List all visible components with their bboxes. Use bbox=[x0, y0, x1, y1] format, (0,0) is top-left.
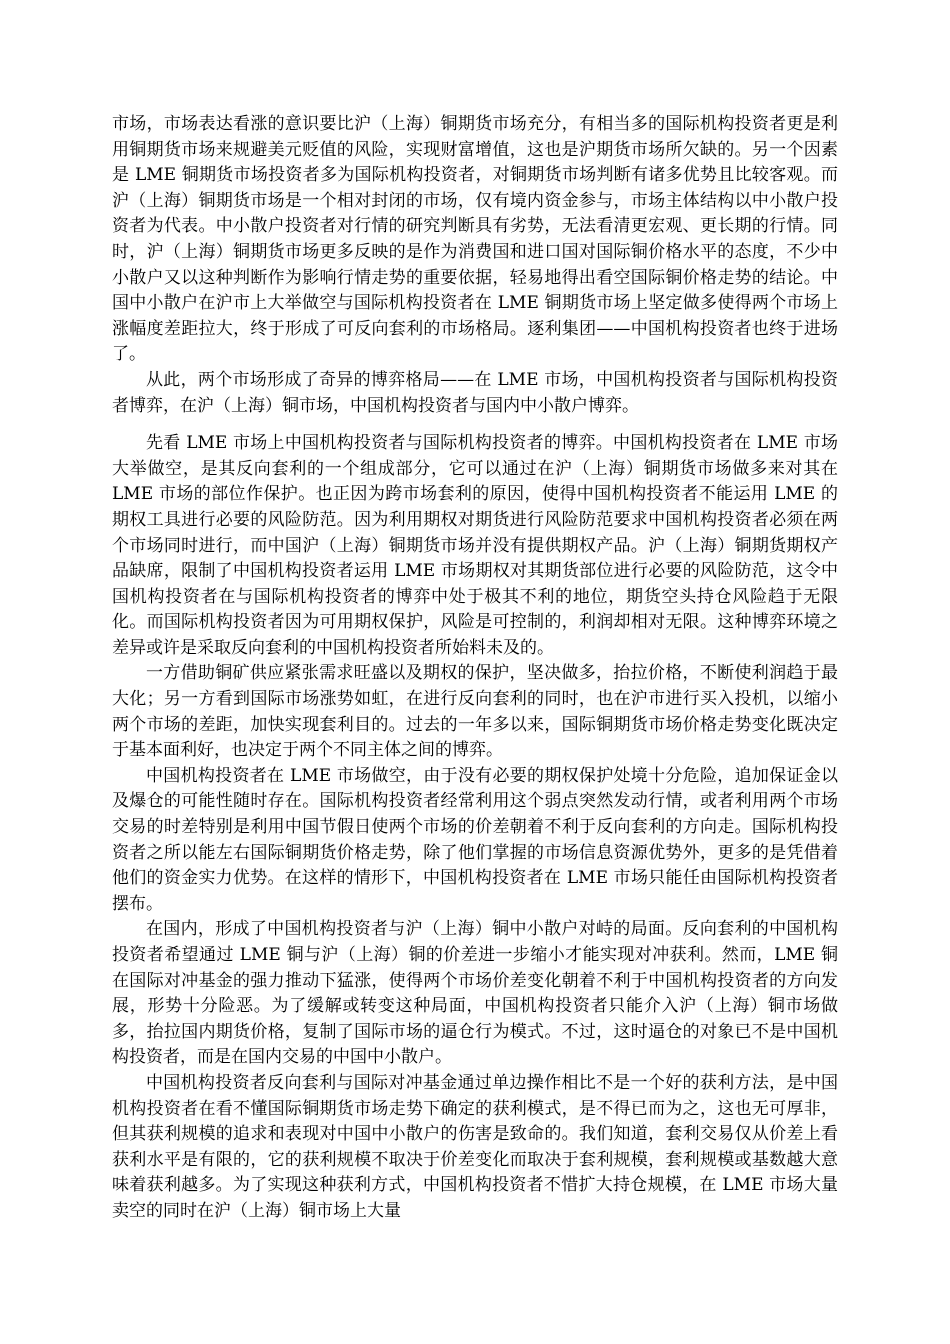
paragraph-5: 中国机构投资者在 LME 市场做空，由于没有必要的期权保护处境十分危险，追加保证金以及爆仓的可能性随时存在。国际机构投资者经常利用这个弱点突然发动行情，或者利用两个市场交易的时差特别是利用中国节假日使两个市场的价差朝着不利于反向套利的方向走。国际机构投资者之所以能左右国际铜期货价格走势，除了他们掌握的市场信息资源优势外，更多的是凭借着他们的资金实力优势。在这样的情形下，中国机构投资者在 LME 市场只能任由国际机构投资者摆布。 bbox=[112, 765, 838, 914]
paragraph-4: 一方借助铜矿供应紧张需求旺盛以及期权的保护，坚决做多，抬拉价格，不断使利润趋于最大化；另一方看到国际市场涨势如虹，在进行反向套利的同时，也在沪市进行买入投机，以缩小两个市场的差距，加快实现套利目的。过去的一年多以来，国际铜期货市场价格走势变化既决定于基本面利好，也决定于两个不同主体之间的博弈。 bbox=[112, 663, 838, 761]
paragraph-6: 在国内，形成了中国机构投资者与沪（上海）铜中小散户对峙的局面。反向套利的中国机构投资者希望通过 LME 铜与沪（上海）铜的价差进一步缩小才能实现对冲获利。然而，LME 铜在国际对冲基金的强力推动下猛涨，使得两个市场价差变化朝着不利于中国机构投资者的方向发展，形势十分险恶。为了缓解或转变这种局面，中国机构投资者只能介入沪（上海）铜市场做多，抬拉国内期货价格，复制了国际市场的逼仓行为模式。不过，这时逼仓的对象已不是中国机构投资者，而是在国内交易的中国中小散户。 bbox=[112, 919, 838, 1068]
paragraph-7: 中国机构投资者反向套利与国际对冲基金通过单边操作相比不是一个好的获利方法，是中国机构投资者在看不懂国际铜期货市场走势下确定的获利模式，是不得已而为之，这也无可厚非，但其获利规模的追求和表现对中国中小散户的伤害是致命的。我们知道，套利交易仅从价差上看获利水平是有限的，它的获利规模不取决于价差变化而取决于套利规模，套利规模或基数越大意味着获利越多。为了实现这种获利方式，中国机构投资者不惜扩大持仓规模，在 LME 市场大量卖空的同时在沪（上海）铜市场上大量 bbox=[112, 1072, 838, 1221]
document-page bbox=[112, 112, 838, 1225]
paragraph-gap bbox=[112, 419, 838, 431]
paragraph-3: 先看 LME 市场上中国机构投资者与国际机构投资者的博弈。中国机构投资者在 LME 市场大举做空，是其反向套利的一个组成部分，它可以通过在沪（上海）铜期货市场做多来对其在 LME 市场的部位作保护。也正因为跨市场套利的原因，使得中国机构投资者不能运用 LME 的期权工具进行必要的风险防范。因为利用期权对期货进行风险防范要求中国机构投资者必须在两个市场同时进行，而中国沪（上海）铜期货市场并没有提供期权产品。沪（上海）铜期货期权产品缺席，限制了中国机构投资者运用 LME 市场期权对其期货部位进行必要的风险防范，这令中国机构投资者在与国际机构投资者的博弈中处于极其不利的地位，期货空头持仓风险趋于无限化。而国际机构投资者因为可用期权保护，风险是可控制的，利润却相对无限。这种博弈环境之差异或许是采取反向套利的中国机构投资者所始料未及的。 bbox=[112, 433, 838, 658]
paragraph-1: 市场，市场表达看涨的意识要比沪（上海）铜期货市场充分，有相当多的国际机构投资者更是利用铜期货市场来规避美元贬值的风险，实现财富增值，这也是沪期货市场所欠缺的。另一个因素是 LME 铜期货市场投资者多为国际机构投资者，对铜期货市场判断有诸多优势且比较客观。而沪（上海）铜期货市场是一个相对封闭的市场，仅有境内资金参与，市场主体结构以中小散户投资者为代表。中小散户投资者对行情的研究判断具有劣势，无法看清更宏观、更长期的行情。同时，沪（上海）铜期货市场更多反映的是作为消费国和进口国对国际铜价格水平的态度，不少中小散户又以这种判断作为影响行情走势的重要依据，轻易地得出看空国际铜价格走势的结论。中国中小散户在沪市上大举做空与国际机构投资者在 LME 铜期货市场上坚定做多使得两个市场上涨幅度差距拉大，终于形成了可反向套利的市场格局。逐利集团——中国机构投资者也终于进场了。 bbox=[112, 114, 838, 365]
paragraph-2: 从此，两个市场形成了奇异的博弈格局——在 LME 市场，中国机构投资者与国际机构投资者博弈，在沪（上海）铜市场，中国机构投资者与国内中小散户博弈。 bbox=[112, 369, 838, 416]
